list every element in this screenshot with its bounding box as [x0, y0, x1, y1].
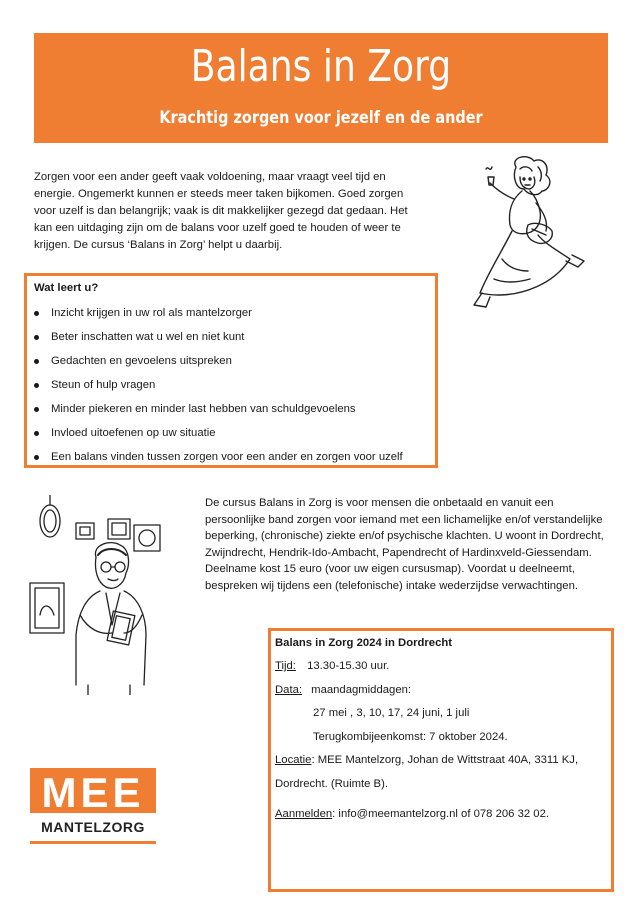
dates-list: 27 mei , 3, 10, 17, 24 juni, 1 juli	[313, 707, 470, 719]
return-meeting: Terugkombijeenkomst: 7 oktober 2024.	[313, 731, 508, 743]
learn-box	[24, 273, 438, 468]
bullet-icon	[34, 335, 39, 340]
logo-brand: MEE	[41, 769, 145, 816]
list-item: Inzicht krijgen in uw rol als mantelzorger	[27, 306, 403, 330]
bullet-icon	[34, 383, 39, 388]
mee-mantelzorg-logo	[30, 768, 156, 848]
man-portraits-illustration	[26, 495, 176, 695]
logo-tile	[30, 768, 156, 816]
bullet-icon	[34, 311, 39, 316]
bullet-icon	[34, 407, 39, 412]
info-heading: Balans in Zorg 2024 in Dordrecht	[275, 637, 453, 649]
list-item: Beter inschatten wat u wel en niet kunt	[27, 330, 403, 354]
location-row	[275, 754, 578, 766]
logo-subtitle: MANTELZORG	[41, 819, 145, 835]
location-value: : MEE Mantelzorg, Johan de Wittstraat 40A, 3311 KJ,	[311, 754, 579, 766]
page-title: Balans in Zorg	[190, 41, 452, 92]
signup-row	[275, 808, 549, 820]
running-woman-illustration	[458, 155, 590, 315]
intro-paragraph: Zorgen voor een ander geeft vaak voldoening, maar vraagt veel tijd en energie. Ongemerkt kunnen er steeds meer taken bijkomen. Goed zorgen voor uzelf is dan belangrijk; vaak is dit makkelijker gezegd dat gedaan. Het kan een uitdaging zijn om de balans voor uzelf goed te houden of weer te krijgen. De cursus ‘Balans in Zorg’ helpt u daarbij.	[34, 171, 408, 251]
list-item: Invloed uitoefenen op uw situatie	[27, 426, 403, 450]
logo-underline	[30, 841, 156, 844]
list-item: Minder piekeren en minder last hebben van schuldgevoelens	[27, 402, 403, 426]
time-label: Tijd:	[275, 660, 296, 672]
list-item: Gedachten en gevoelens uitspreken	[27, 354, 403, 378]
learn-list	[27, 306, 403, 474]
location-label: Locatie	[275, 754, 312, 766]
list-item: Steun of hulp vragen	[27, 378, 403, 402]
signup-label: Aanmelden	[275, 808, 333, 820]
bullet-icon	[34, 359, 39, 364]
description-paragraph: De cursus Balans in Zorg is voor mensen die onbetaald en vanuit een persoonlijke band zorgen voor iemand met een lichamelijke en/of verstandelijke beperking, (chronische) ziekte en/of psychische klachten. U woont in Dordrecht, Zwijndrecht, Hendrik-Ido-Ambacht, Papendrecht of Hardinxveld-Giessendam. Deelname kost 15 euro (voor uw eigen cursusmap). Voordat u deelneemt, bespreken wij tijdens een (telefonische) intake wederzijdse verwachtingen.	[205, 497, 604, 592]
date-value: maandagmiddagen:	[311, 684, 412, 696]
learn-heading: Wat leert u?	[34, 282, 99, 294]
date-row	[275, 684, 411, 696]
list-item: Een balans vinden tussen zorgen voor een ander en zorgen voor uzelf	[27, 450, 403, 474]
location-row-2: Dordrecht. (Ruimte B).	[275, 778, 388, 790]
title-banner	[34, 33, 608, 143]
bullet-icon	[34, 455, 39, 460]
course-info-box	[268, 628, 614, 892]
signup-value: : info@meemantelzorg.nl of 078 206 32 02.	[332, 808, 549, 820]
date-label: Data:	[275, 684, 303, 696]
bullet-icon	[34, 431, 39, 436]
time-value: 13.30-15.30 uur.	[307, 660, 390, 672]
page-subtitle: Krachtig zorgen voor jezelf en de ander	[159, 108, 483, 128]
time-row	[275, 660, 389, 672]
